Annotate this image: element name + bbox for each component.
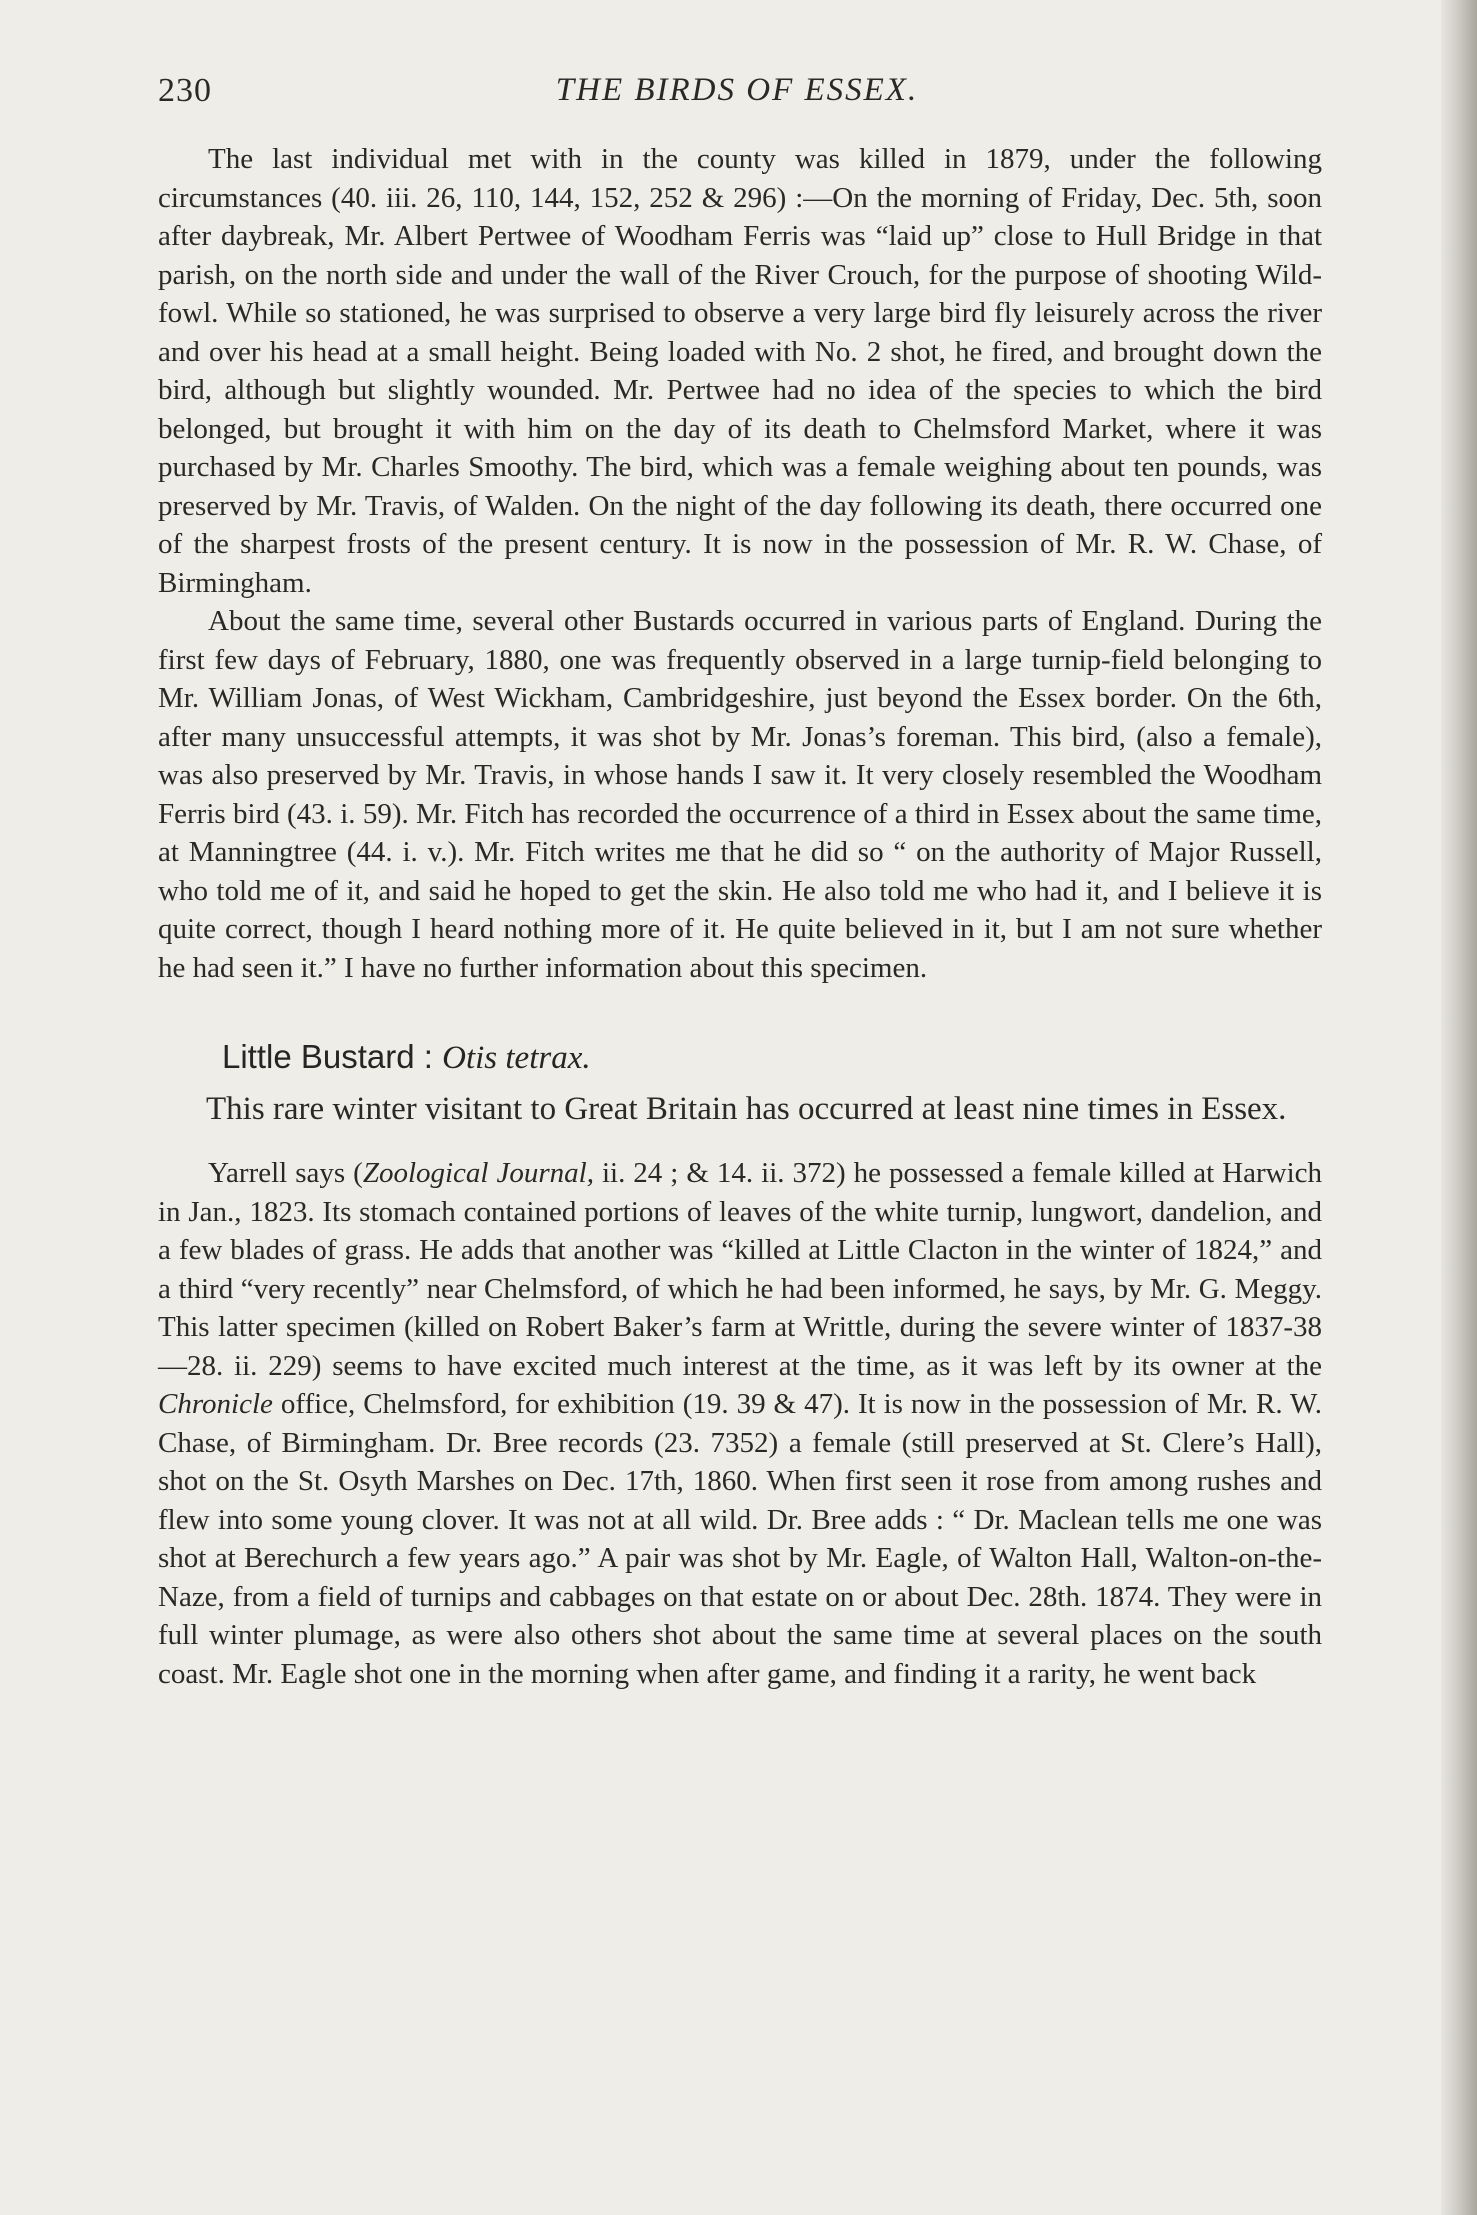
text-column bbox=[158, 140, 1322, 1693]
section-lead: This rare winter visitant to Great Britain has occurred at least nine times in Essex. bbox=[206, 1091, 1287, 1127]
paragraph-great-bustard-1879: The last individual met with in the county was killed in 1879, under the following circumstances (40. iii. 26, 110, 144, 152, 252 & 296) :—On the morning of Friday, Dec. 5th, soon after daybreak, Mr. Albert Pertwee of Woodham Ferris was “laid up” close to Hull Bridge in that parish, on the north side and under the wall of the River Crouch, for the purpose of shooting Wild-fowl. While so stationed, he was surprised to observe a very large bird fly leisurely across the river and over his head at a small height. Being loaded with No. 2 shot, he fired, and brought down the bird, although but slightly wounded. Mr. Pertwee had no idea of the species to which the bird belonged, but brought it with him on the day of its death to Chelmsford Market, where it was purchased by Mr. Charles Smoothy. The bird, which was a female weighing about ten pounds, was preserved by Mr. Travis, of Walden. On the night of the day following its death, there occurred one of the sharpest frosts of the present century. It is now in the possession of Mr. R. W. Chase, of Birmingham. bbox=[158, 143, 1322, 599]
page-number: 230 bbox=[158, 72, 212, 109]
chronicle-title: Chronicle bbox=[158, 1388, 273, 1420]
section-heading-latin-name: Otis tetrax. bbox=[442, 1040, 591, 1076]
journal-title: Zoological Journal, bbox=[362, 1157, 594, 1189]
p3-text-c: office, Chelmsford, for exhibition (19. 39 & 47). It is now in the possession of Mr. R. W. Chase, of Birmingham. Dr. Bree records (23. 7352) a female (still preserved at St. Clere’s Hall), shot on the St. Osyth Marshes on Dec. 17th, 1860. When first seen it rose from among rushes and flew into some young clover. It was not at all wild. Dr. Bree adds : “ Dr. Maclean tells me one was shot at Berechurch a few years ago.” A pair was shot by Mr. Eagle, of Walton Hall, Walton-on-the-Naze, from a field of turnips and cabbages on that estate on or about Dec. 28th. 1874. They were in full winter plumage, as were also others shot about the same time at several places on the south coast. Mr. Eagle shot one in the morning when after game, and finding it a rarity, he went back bbox=[158, 1388, 1322, 1690]
section-heading bbox=[222, 1035, 1322, 1080]
running-title: THE BIRDS OF ESSEX. bbox=[555, 72, 919, 108]
section-heading-common-name: Little Bustard : bbox=[222, 1038, 433, 1075]
p3-text-b: ii. 24 ; & 14. ii. 372) he possessed a female killed at Harwich in Jan., 1823. Its stomach contained portions of leaves of the white turnip, lungwort, dandelion, and a few blades of grass. He adds that another was “killed at Little Clacton in the winter of 1824,” and a third “very recently” near Chelmsford, of which he had been informed, he says, by Mr. G. Meggy. This latter specimen (killed on Robert Baker’s farm at Writtle, during the severe winter of 1837-38—28. ii. 229) seems to have excited much interest at the time, as it was left by its owner at the bbox=[158, 1157, 1322, 1382]
page-header bbox=[152, 72, 1322, 122]
paragraph-yarrell-records bbox=[158, 1154, 1322, 1693]
page-gutter-shadow bbox=[1441, 0, 1477, 2215]
p3-text-a: Yarrell says ( bbox=[208, 1157, 363, 1189]
paragraph-other-bustards-1880: About the same time, several other Bustards occurred in various parts of England. During the first few days of February, 1880, one was frequently observed in a large turnip-field belonging to Mr. William Jonas, of West Wickham, Cambridgeshire, just beyond the Essex border. On the 6th, after many unsuccessful attempts, it was shot by Mr. Jonas’s foreman. This bird, (also a female), was also preserved by Mr. Travis, in whose hands I saw it. It very closely resembled the Woodham Ferris bird (43. i. 59). Mr. Fitch has recorded the occurrence of a third in Essex about the same time, at Manningtree (44. i. v.). Mr. Fitch writes me that he did so “ on the authority of Major Russell, who told me of it, and said he hoped to get the skin. He also told me who had it, and I believe it is quite correct, though I heard nothing more of it. He quite believed in it, but I am not sure whether he had seen it.” I have no further information about this specimen. bbox=[158, 605, 1322, 984]
